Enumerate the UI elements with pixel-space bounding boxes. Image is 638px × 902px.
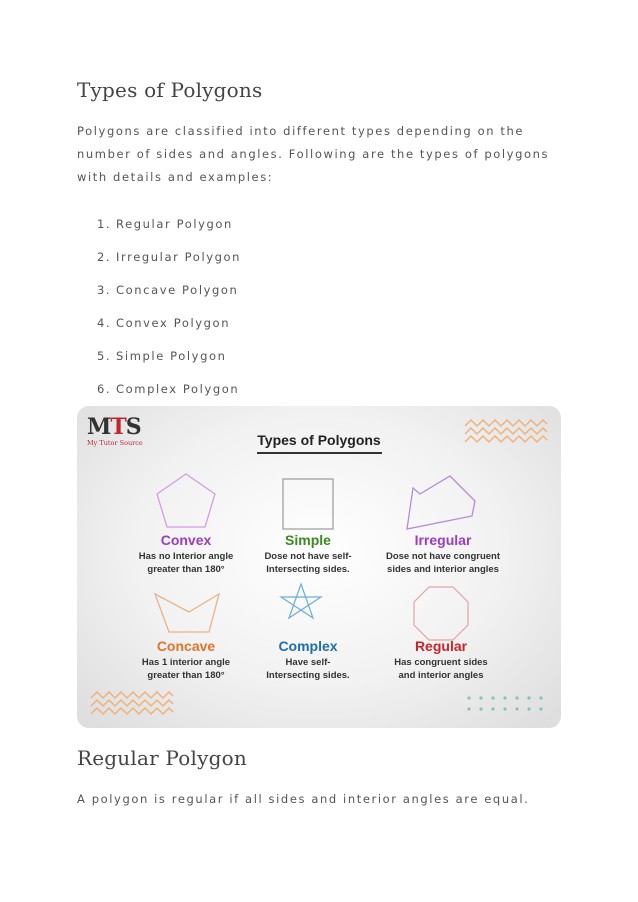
logo-subtitle: My Tutor Source [87, 439, 143, 447]
polygon-types-list [97, 214, 241, 412]
regular-polygon-paragraph: A polygon is regular if all sides and interior angles are equal. [77, 792, 530, 806]
list-item: 3. Concave Polygon [97, 283, 239, 297]
type-name: Concave [156, 638, 216, 654]
type-name: Complex [278, 638, 338, 654]
zigzag-decoration [465, 428, 547, 434]
list-item: 5. Simple Polygon [97, 349, 227, 363]
type-name: Regular [414, 638, 468, 654]
dot-grid-decoration [467, 696, 542, 710]
intro-paragraph: Polygons are classified into different types depending on the number of sides and angles. Following are the types of polygons with details and examples: [77, 124, 550, 184]
concave-polygon-shape [155, 594, 219, 632]
type-name: Irregular [414, 532, 472, 548]
polygon-types-infographic [77, 406, 561, 728]
list-item: 1. Regular Polygon [97, 217, 233, 231]
zigzag-decoration [91, 708, 173, 714]
type-cell-convex: Convex Has no Interior angle greater than 180° [121, 532, 251, 576]
zigzag-decoration [465, 420, 547, 426]
irregular-polygon-shape [407, 476, 475, 529]
convex-pentagon-shape [157, 474, 215, 527]
type-cell-concave: Concave Has 1 interior angle greater than 180° [121, 638, 251, 682]
title-underline [257, 452, 382, 454]
zigzag-decoration [91, 692, 173, 698]
simple-square-shape [283, 479, 333, 529]
type-cell-simple: Simple Dose not have self- Intersecting sides. [243, 532, 373, 576]
type-name: Simple [285, 532, 331, 548]
list-item: 2. Irregular Polygon [97, 250, 242, 264]
regular-octagon-shape [414, 587, 468, 640]
complex-star-shape [281, 584, 321, 618]
infographic-title: Types of Polygons [257, 432, 381, 448]
section-heading-regular: Regular Polygon [77, 746, 247, 770]
type-cell-complex: Complex Have self- Intersecting sides. [243, 638, 373, 682]
zigzag-decoration [91, 700, 173, 706]
type-cell-irregular: Irregular Dose not have congruent sides and interior angles [371, 532, 515, 576]
type-cell-regular: Regular Has congruent sides and interior angles [376, 638, 506, 682]
zigzag-decoration [465, 436, 547, 442]
list-item: 4. Convex Polygon [97, 316, 231, 330]
type-name: Convex [160, 532, 212, 548]
mts-logo: MTS My Tutor Source [87, 414, 143, 447]
section-heading-types: Types of Polygons [77, 78, 263, 102]
list-item: 6. Complex Polygon [97, 382, 240, 396]
